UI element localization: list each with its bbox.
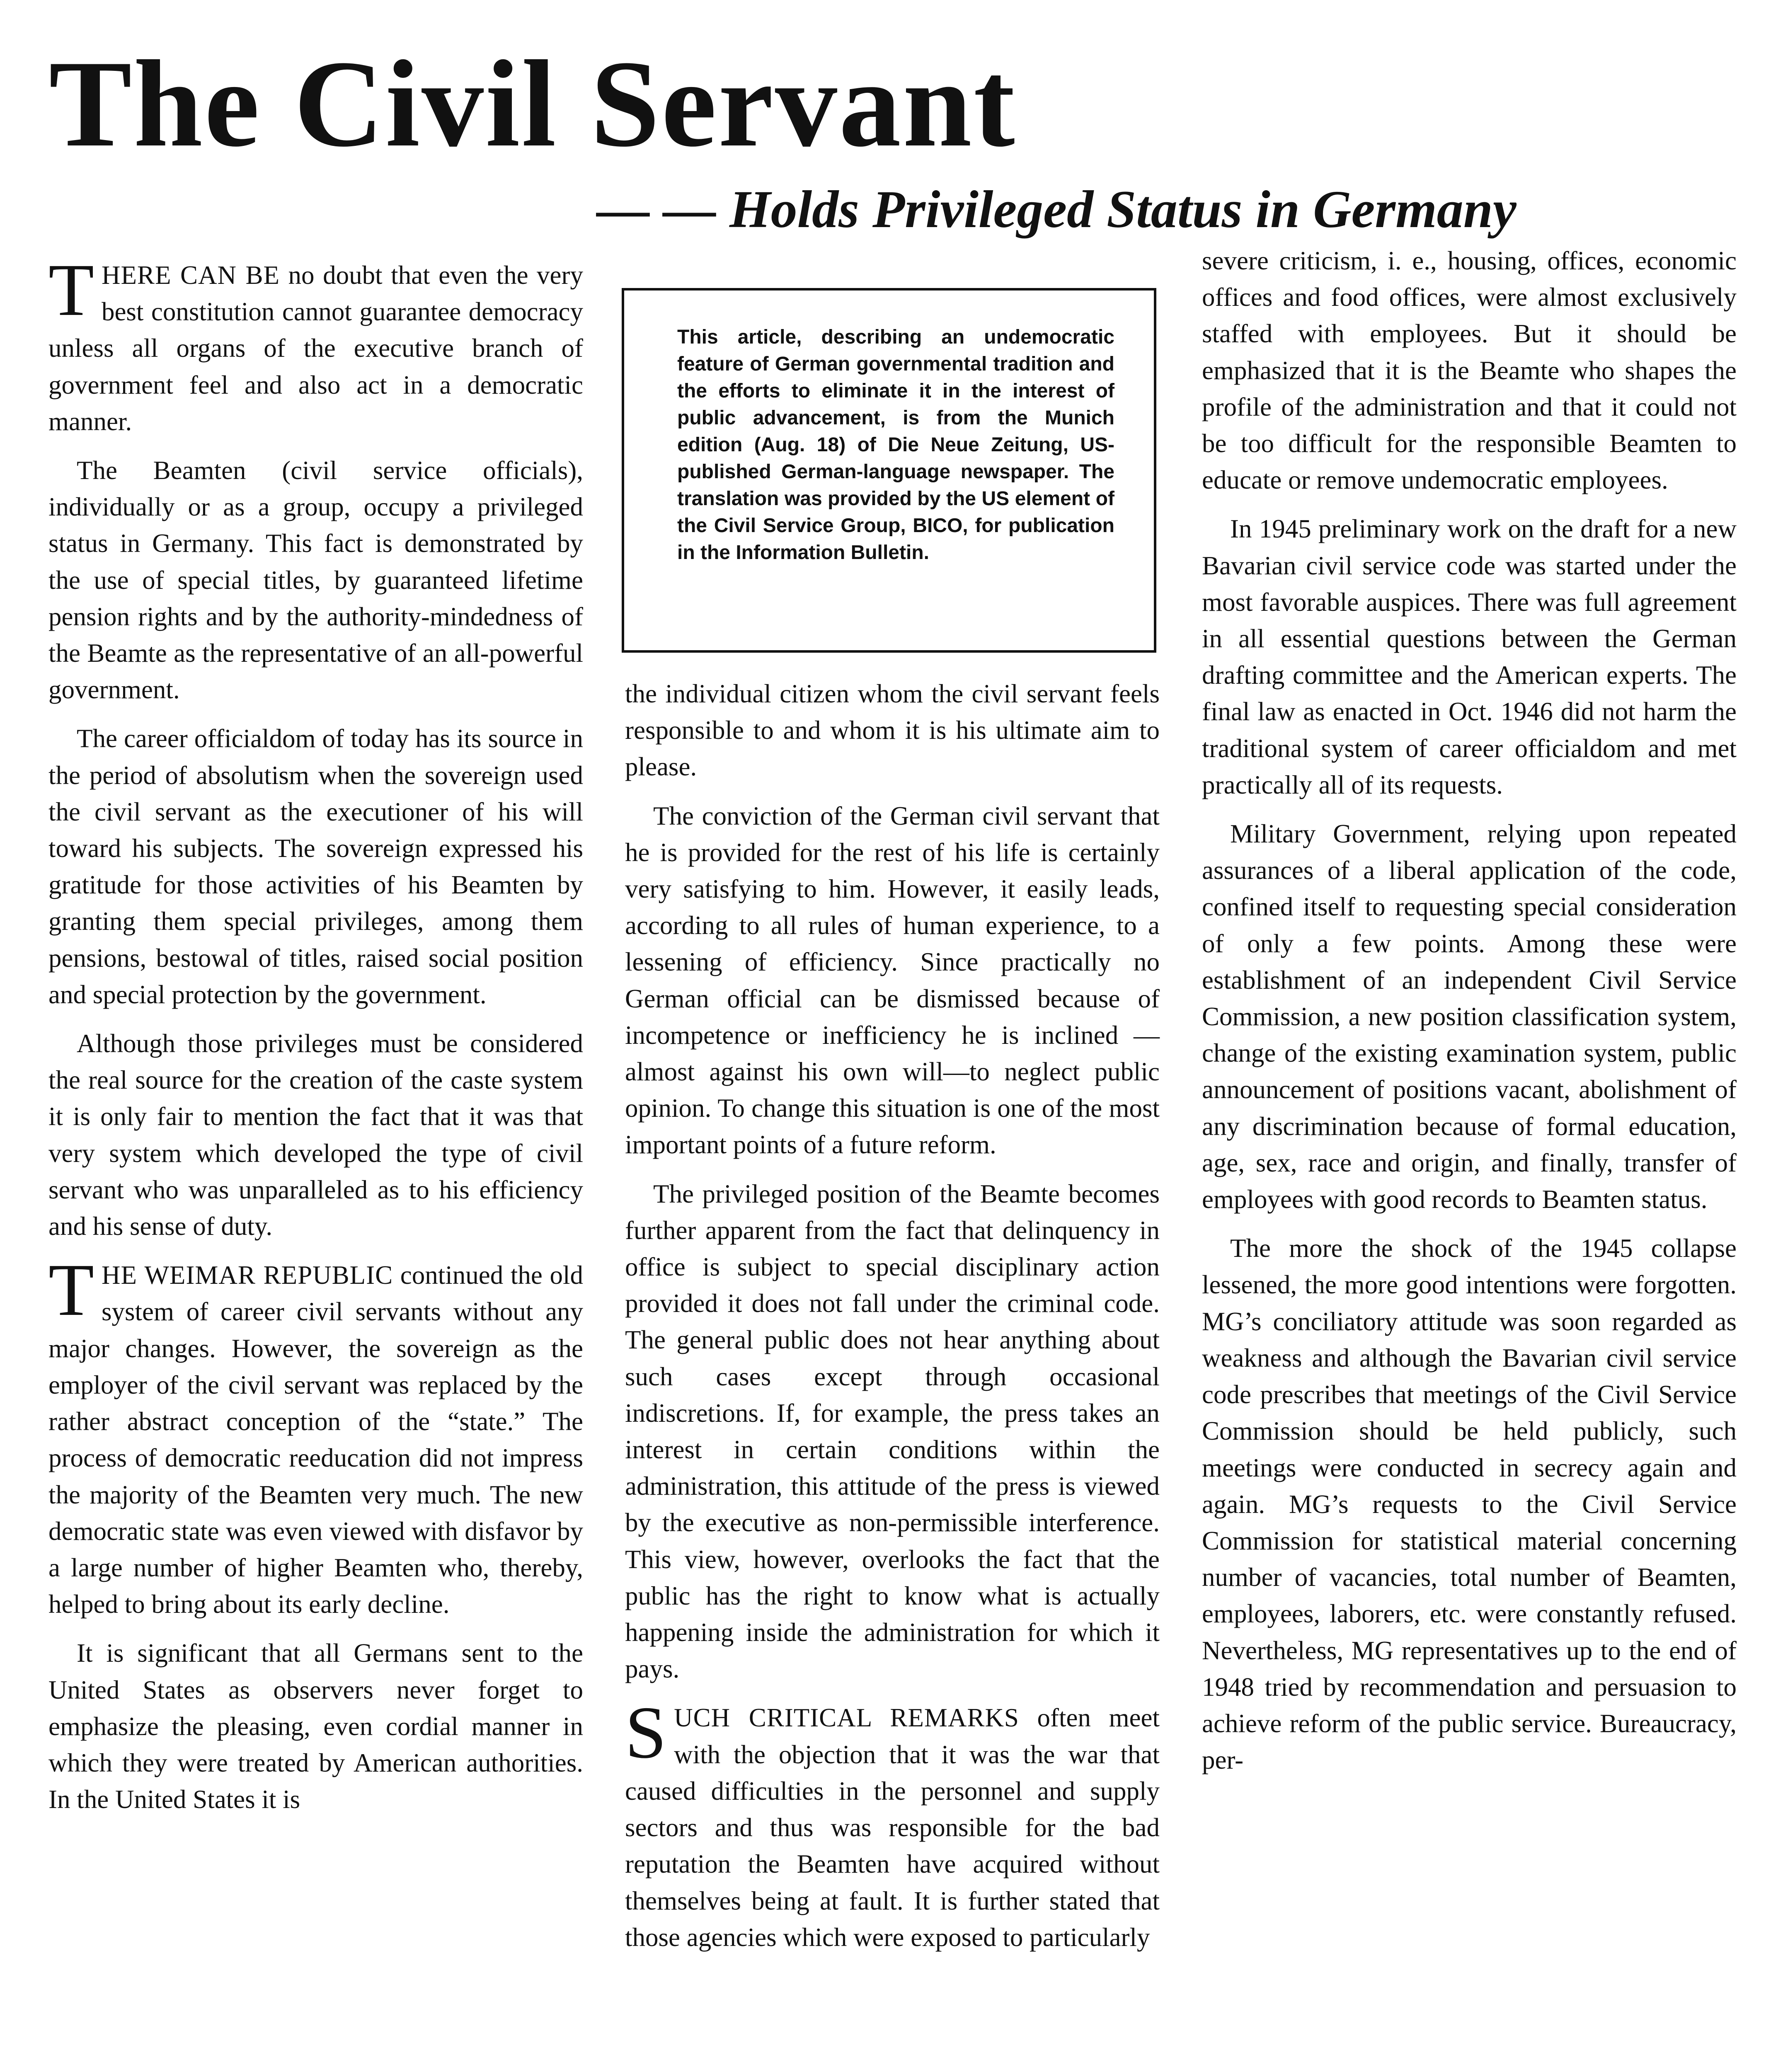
paragraph: The conviction of the German civil servant that he is provided for the rest of his life is certainly very satisfying to him. However, it easily leads, according to all rules of human experience, to a lessening of efficiency. Since practically no German official can be dismissed because of incompetence or inefficiency he is inclined —almost against his own will—to neglect public opinion. To change this situation is one of the most important points of a future reform. xyxy=(625,801,1160,1159)
paragraph: The career officialdom of today has its source in the period of absolutism when the sovereign used the civil servant as the executioner of his will toward his subjects. The sovereign expressed his gratitude for those activities of his Beamten by granting them special privileges, among them pensions, bestowal of titles, raised social position and special protection by the government. xyxy=(48,724,583,1009)
paragraph: In 1945 preliminary work on the draft for a new Bavarian civil service code was started under the most favorable auspices. There was full agreement in all essential questions between the German drafting committee and the American experts. The final law as enacted in Oct. 1946 did not harm the traditional system of career officialdom and met practically all of its requests. xyxy=(1202,514,1737,799)
paragraph: Although those privileges must be considered the real source for the creation of the caste system it is only fair to mention the fact that it was that very system which developed the type of civil servant who was unparalleled as to his efficiency and his sense of duty. xyxy=(48,1029,583,1241)
lead-in-caps: HE WEIMAR REPUBLIC xyxy=(101,1261,393,1290)
paragraph: Military Government, relying upon repeated assurances of a liberal application of the code, confined itself to requesting special consideration of only a few points. Among these were establishment of an independent Civil Service Commission, a new position classification system, change of the existing examination system, public announcement of positions vacant, abolishment of any discrimination because of formal education, age, sex, race and origin, and finally, transfer of employees with good records to Beamten status. xyxy=(1202,819,1737,1214)
paragraph xyxy=(48,1249,584,1622)
editor-note-text: This article, describing an undemocratic feature of German governmental tradition and the efforts to eliminate it in the interest of public advancement, is from the Munich edition (Aug. 18) of Die Neue Zeitung, US-published German-language newspaper. The translation was provided by the US element of the Civil Service Group, BICO, for publication in the Information Bulletin. xyxy=(677,326,1114,564)
drop-cap: T xyxy=(48,1249,94,1331)
column-2 xyxy=(625,675,1160,1956)
article-title: The Civil Servant xyxy=(49,35,1017,172)
paragraph: The Beamten (civil service officials), individually or as a group, occupy a privileged status in Germany. This fact is demonstrated by the use of special titles, by guaranteed lifetime pension rights and by the authority-mindedness of the Beamte as the representative of an all-powerful government. xyxy=(48,456,583,704)
lead-in-caps: HERE CAN BE xyxy=(101,261,280,290)
column-1 xyxy=(48,249,584,1818)
paragraph: It is significant that all Germans sent to the United States as observers never forget to emphasize the pleasing, even cordial manner in which they were treated by American authorities. In the United States it is xyxy=(48,1639,583,1814)
paragraph: severe criticism, i. e., housing, offices, economic offices and food offices, were almost exclusively staffed with employees. But it should be emphasized that it is the Beamte who shapes the profile of the administration and that it could not be too difficult for the responsible Beamten to educate or remove undemocratic employees. xyxy=(1202,246,1737,495)
drop-cap: S xyxy=(625,1691,667,1774)
article-subtitle: — — Holds Privileged Status in Germany xyxy=(597,180,1517,239)
paragraph-text: no doubt that even the very best constitution cannot guarantee democracy unless all organs of the executive branch of government feel and also act in a democratic manner. xyxy=(48,261,583,436)
paragraph: The more the shock of the 1945 collapse lessened, the more good intentions were forgotten. MG’s conciliatory attitude was soon regarded as weakness and although the Bavarian civil service code prescribes that meetings of the Civil Service Commission should be held publicly, such meetings were conducted in secrecy again and again. MG’s requests to the Civil Service Commission for statistical material concerning number of vacancies, total number of Beamten, employees, laborers, etc. were constantly refused. Nevertheless, MG representatives up to the end of 1948 tried by recommendation and persuasion to achieve reform of the public service. Bureaucracy, per- xyxy=(1202,1234,1737,1775)
paragraph: the individual citizen whom the civil servant feels responsible to and whom it is his ultimate aim to please. xyxy=(625,679,1160,782)
lead-in-caps: UCH CRITICAL REMARKS xyxy=(674,1703,1019,1733)
editor-note-box xyxy=(622,288,1156,653)
column-3 xyxy=(1202,242,1737,1778)
paragraph-text: continued the old system of career civil servants without any major changes. However, the sovereign as the employer of the civil servant was replaced by the rather abstract conception of the “state.” The process of democratic reeducation did not impress the majority of the Beamten very much. The new democratic state was even viewed with disfavor by a large number of higher Beamten who, thereby, helped to bring about its early decline. xyxy=(48,1261,584,1619)
paragraph xyxy=(48,249,583,440)
drop-cap: T xyxy=(48,249,94,331)
paragraph-text: often meet with the objection that it was the war that caused difficulties in the personnel and supply sectors and thus was responsible for the bad reputation the Beamten have acquired without themselves being at fault. It is further stated that those agencies which were exposed to particularly xyxy=(625,1703,1160,1952)
paragraph xyxy=(625,1691,1160,1955)
paragraph: The privileged position of the Beamte becomes further apparent from the fact that delinquency in office is subject to special disciplinary action provided it does not fall under the criminal code. The general public does not hear anything about such cases except through occasional indiscretions. If, for example, the press takes an interest in certain conditions within the administration, this attitude of the press is viewed by the executive as non-permissible interference. This view, however, overlooks the fact that the public has the right to know what is actually happening inside the administration for which it pays. xyxy=(625,1179,1160,1684)
